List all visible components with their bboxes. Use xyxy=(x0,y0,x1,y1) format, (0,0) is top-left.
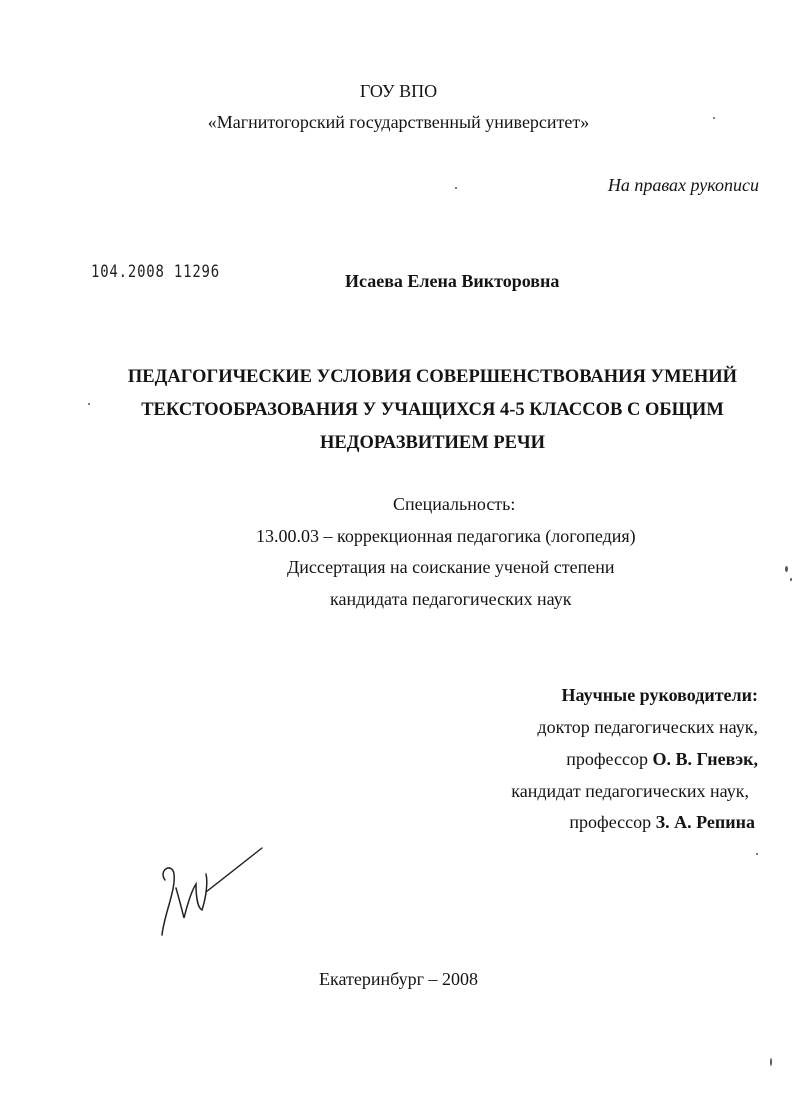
supervisor-1 xyxy=(566,748,758,770)
supervisor-1-title: профессор xyxy=(566,749,648,769)
supervisor-2 xyxy=(569,811,755,833)
scan-speck xyxy=(713,117,715,119)
org-type: ГОУ ВПО xyxy=(359,81,438,101)
degree-line-2: кандидата педагогических наук xyxy=(330,589,572,609)
scan-speck xyxy=(770,1058,772,1066)
degree-line-1: Диссертация на соискание ученой степени xyxy=(287,557,615,577)
specialty-label: Специальность: xyxy=(393,494,516,514)
author-name: Исаева Елена Викторовна xyxy=(345,271,560,291)
supervisor-2-degree: кандидат педагогических наук, xyxy=(511,781,749,801)
registration-stamp: 104.2008 11296 xyxy=(91,262,220,282)
scan-speck xyxy=(88,403,90,405)
supervisors-heading: Научные руководители: xyxy=(561,685,758,705)
scan-speck xyxy=(790,578,792,581)
title-line-2: ТЕКСТООБРАЗОВАНИЯ У УЧАЩИХСЯ 4-5 КЛАССОВ С ОБЩИМ xyxy=(141,400,724,420)
supervisor-2-title: профессор xyxy=(569,812,652,832)
supervisor-1-degree: доктор педагогических наук, xyxy=(537,717,758,737)
scan-speck xyxy=(455,187,457,189)
supervisor-2-name: З. А. Репина xyxy=(655,812,755,832)
handwritten-signature xyxy=(150,840,275,940)
supervisor-1-name: О. В. Гневэк, xyxy=(652,749,758,769)
dissertation-title xyxy=(60,361,797,460)
university-name: «Магнитогорский государственный университет» xyxy=(207,112,590,132)
title-line-3: НЕДОРАЗВИТИЕМ РЕЧИ xyxy=(320,433,545,453)
specialty-code: 13.00.03 – коррекционная педагогика (логопедия) xyxy=(256,526,636,546)
scan-speck xyxy=(756,853,758,855)
title-line-1: ПЕДАГОГИЧЕСКИЕ УСЛОВИЯ СОВЕРШЕНСТВОВАНИЯ УМЕНИЙ xyxy=(127,367,738,387)
rights-note: На правах рукописи xyxy=(607,175,759,195)
scan-speck xyxy=(785,566,788,572)
city-year: Екатеринбург – 2008 xyxy=(319,969,478,989)
